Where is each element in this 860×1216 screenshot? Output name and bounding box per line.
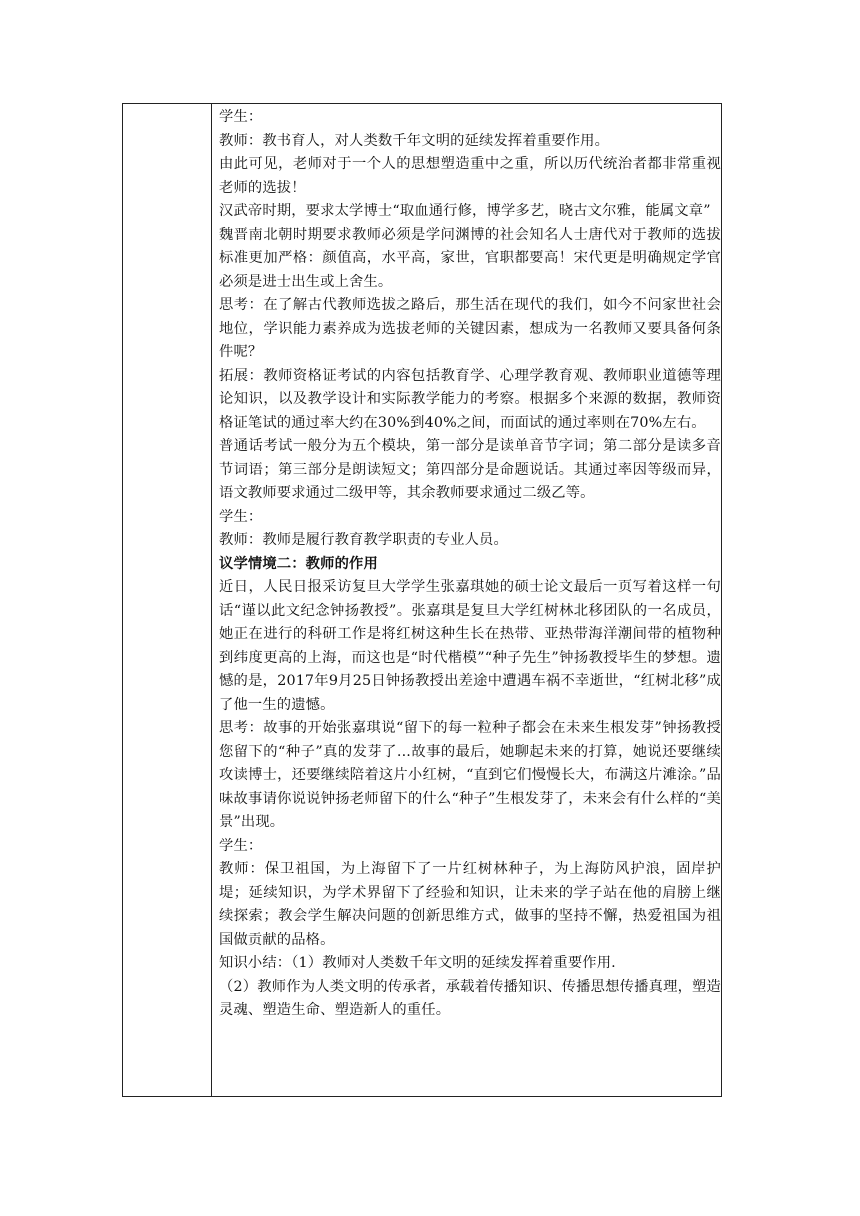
- paragraph-student-3: 学生：: [219, 837, 263, 854]
- paragraph-teacher-1: 教师：教书育人，对人类数千年文明的延续发挥着重要作用。: [219, 132, 610, 149]
- document-table: [122, 103, 722, 1097]
- section-heading: 议学情境二：教师的作用: [219, 555, 378, 572]
- paragraph-think-2: 思考：故事的开始张嘉琪说“留下的每一粒种子都会在未来生根发芽”钟扬教授您留下的“种子”真的发芽了...故事的最后，她聊起未来的打算，她说还要继续攻读博士，还要继续陪着这片小红树，“直到它们慢慢长大，布满这片滩涂。”品味故事请你说说钟扬老师留下的什么“种子”生根发芽了，未来会有什么样的“美景”出现。: [219, 720, 721, 830]
- paragraph-summary-2: （2）教师作为人类文明的传承者，承载着传播知识、传播思想传播真理，塑造灵魂、塑造生命、塑造新人的重任。: [219, 978, 721, 1018]
- paragraph-wei-jin-tang-song: 魏晋南北朝时期要求教师必须是学问渊博的社会知名人士唐代对于教师的选拔标准更加严格：颜值高，水平高，家世，官职都要高！宋代更是明确规定学官必须是进士出生或上舍生。: [219, 226, 721, 290]
- paragraph-student-1: 学生：: [219, 109, 263, 125]
- paragraph-mandarin-test: 普通话考试一般分为五个模块，第一部分是读单音节字词；第二部分是读多音节词语；第三部分是朗读短文；第四部分是命题说话。其通过率因等级而异，语文教师要求通过二级甲等，其余教师要求通过二级乙等。: [219, 438, 721, 501]
- paragraph-teacher-2: 教师：教师是履行教育教学职责的专业人员。: [219, 532, 508, 548]
- paragraph-han-dynasty: 汉武帝时期，要求太学博士“取血通行修，博学多艺，晓古文尔雅，能属文章”: [219, 203, 711, 219]
- content-cell: [219, 106, 721, 1023]
- column-divider: [211, 104, 212, 1096]
- paragraph-summary-1: 知识小结：（1）教师对人类数千年文明的延续发挥着重要作用.: [219, 955, 616, 971]
- paragraph-student-2: 学生：: [219, 508, 263, 525]
- paragraph-news-story: 近日，人民日报采访复旦大学学生张嘉琪她的硕士论文最后一页写着这样一句话“谨以此文纪念钟扬教授”。张嘉琪是复旦大学红树林北移团队的一名成员，她正在进行的科研工作是将红树这种生长在热带、亚热带海洋潮间带的植物种到纬度更高的上海，而这也是“时代楷模”“种子先生”钟扬教授毕生的梦想。遗憾的是，2017年9月25日钟扬教授出差途中遭遇车祸不幸逝世，“红树北移”成了他一生的遗憾。: [219, 579, 721, 713]
- paragraph-teacher-3: 教师：保卫祖国，为上海留下了一片红树林种子，为上海防风护浪，固岸护堤；延续知识，为学术界留下了经验和知识，让未来的学子站在他的肩膀上继续探索；教会学生解决问题的创新思维方式，做事的坚持不懈，热爱祖国为祖国做贡献的品格。: [219, 861, 721, 948]
- paragraph-think-1: 思考：在了解古代教师选拔之路后，那生活在现代的我们，如今不问家世社会地位，学识能力素养成为选拔老师的关键因素，想成为一名教师又要具备何条件呢？: [219, 297, 721, 360]
- paragraph-extension: 拓展：教师资格证考试的内容包括教育学、心理学教育观、教师职业道德等理论知识，以及教学设计和实际教学能力的考察。根据多个来源的数据，教师资格证笔试的通过率大约在30%到40%之间，而面试的通过率则在70%左右。: [219, 367, 721, 431]
- paragraph-conclusion: 由此可见，老师对于一个人的思想塑造重中之重，所以历代统治者都非常重视老师的选拔！: [219, 156, 721, 196]
